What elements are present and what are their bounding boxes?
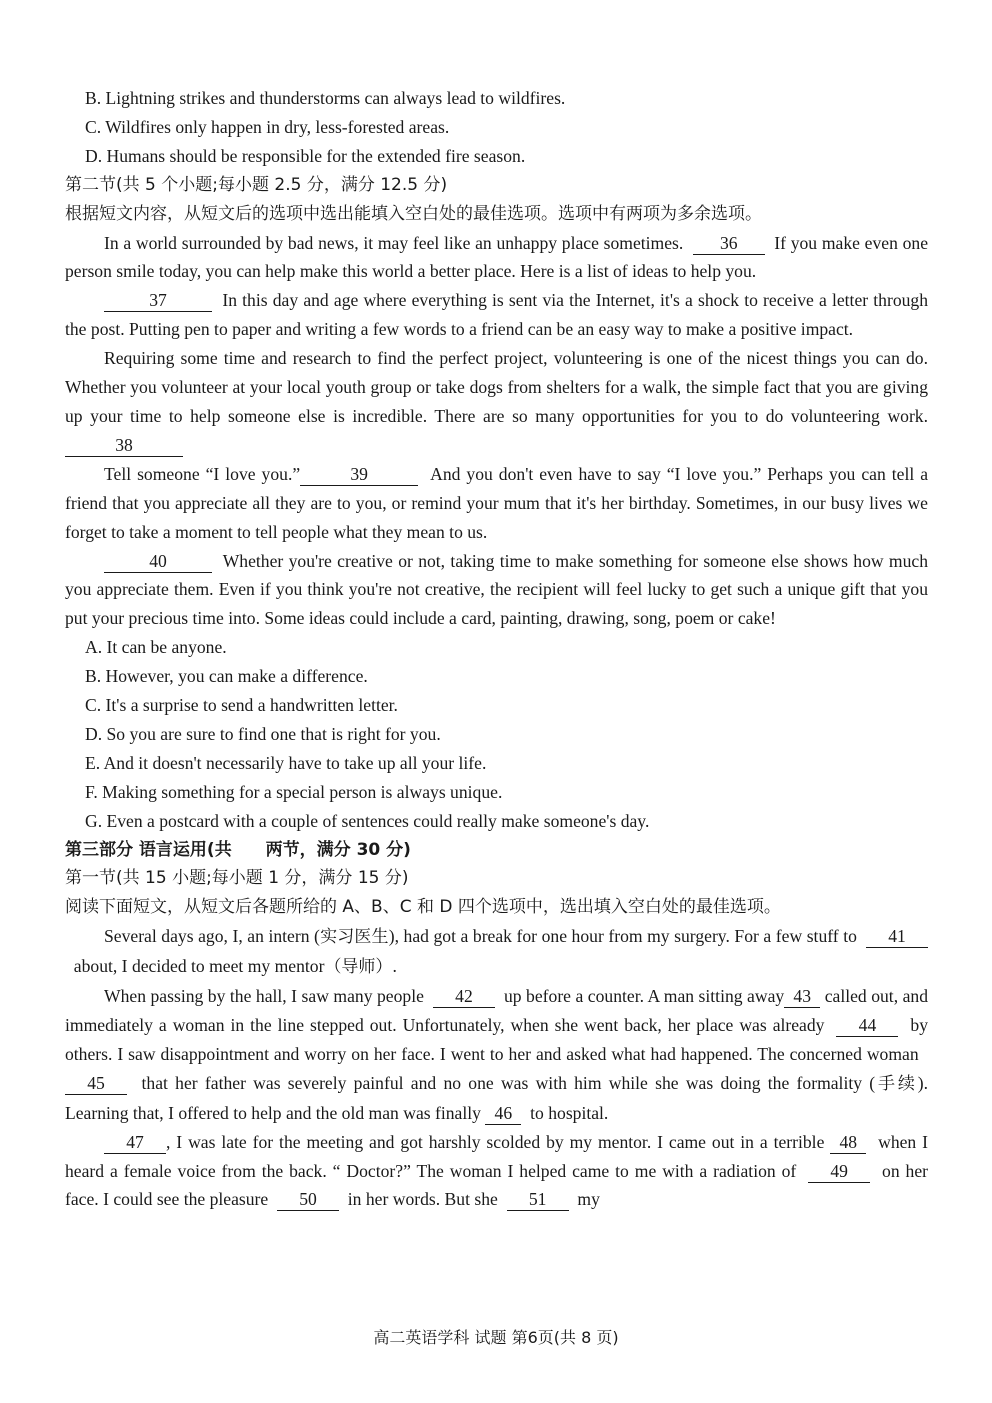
option-b: B. However, you can make a difference. xyxy=(85,666,368,687)
text: In a world surrounded by bad news, it may feel like an unhappy place sometimes. xyxy=(104,232,684,253)
passage-paragraph-1 xyxy=(65,229,928,287)
text: ). Learning that, I offered to help and the old man was finally xyxy=(65,1072,929,1123)
text: called out, and immediately a woman in the line stepped out. Unfortunately, when she went back, her place was already xyxy=(65,986,928,1035)
text: In this day and age where everything is sent via the Internet, it's a shock to receive a letter through the post. Putting pen to paper and writing a few words to a friend can be an easy way to make a positive impact. xyxy=(65,290,929,340)
option-a: A. It can be anyone. xyxy=(85,637,227,658)
text: If you make even one person smile today, you can help make this world a better place. Here is a list of ideas to help you. xyxy=(65,232,929,282)
blank-41: 41 xyxy=(866,925,928,948)
part3-instruction: 阅读下面短文，从短文后各题所给的 A、B、C 和 D 四个选项中，选出填入空白处的最佳选项。 xyxy=(65,897,781,918)
text: , I was late for the meeting and got harshly scolded by my mentor. I came out in a terrible xyxy=(166,1131,825,1152)
blank-39: 39 xyxy=(300,463,418,486)
text: that her father was severely painful and no one was with him while she was doing the formality ( xyxy=(141,1072,876,1093)
text: Whether you're creative or not, taking time to make something for someone else shows how much you appreciate them. Even if you think you're not creative, the recipient will feel lucky to get such a unique gift that you put your precious time into. Some ideas could include a card, painting, drawing, song, poem or cake! xyxy=(65,550,928,629)
blank-37: 37 xyxy=(104,289,212,312)
blank-38: 38 xyxy=(65,434,183,457)
page-footer: 高二英语学科 试题 第6页(共 8 页) xyxy=(373,1328,619,1347)
blank-49: 49 xyxy=(808,1160,870,1183)
blank-40: 40 xyxy=(104,550,212,573)
text: up before a counter. A man sitting away xyxy=(503,986,785,1007)
text: Requiring some time and research to find the perfect project, volunteering is one of the nicest things you can do. Whether you volunteer at your local youth group or take dogs from shelters for a walk, the simple fact that you are giving up your time to help someone else is incredible. There are so many opportunities for you to do volunteering work. xyxy=(65,348,928,426)
text-zh: （导师） xyxy=(324,957,393,978)
text: by others. I saw disappointment and worry on her face. I went to her and asked what had happened. The concerned woman xyxy=(65,1015,928,1064)
text: about, I decided to meet my mentor xyxy=(73,956,325,977)
page-content xyxy=(65,84,928,1214)
passage-paragraph-5 xyxy=(65,547,928,634)
text: in her words. But she xyxy=(347,1189,498,1210)
part3-subheader: 第一节(共 15 小题;每小题 1 分，满分 15 分) xyxy=(65,868,409,889)
cloze-paragraph-3 xyxy=(65,1128,928,1215)
option-f: F. Making something for a special person is always unique. xyxy=(85,781,503,802)
text-zh: 手续 xyxy=(875,1073,918,1094)
option-c-previous: C. Wildfires only happen in dry, less-forested areas. xyxy=(85,116,450,137)
text: When passing by the hall, I saw many people xyxy=(104,986,424,1007)
text: And you don't even have to say “I love you.” Perhaps you can tell a friend that you appreciate all they are to you, or remind your mum that it's her birthday. Sometimes, in our busy lives we forget to take a moment to tell people what they mean to us. xyxy=(65,463,929,542)
blank-44: 44 xyxy=(836,1014,898,1037)
text-zh: 实习医生 xyxy=(319,927,389,948)
text: to hospital. xyxy=(530,1102,609,1123)
passage-paragraph-3 xyxy=(65,344,928,460)
blank-47: 47 xyxy=(104,1131,166,1154)
blank-45: 45 xyxy=(65,1072,127,1095)
text: on her face. I could see the pleasure xyxy=(65,1160,929,1210)
text: when I heard a female voice from the back. “ Doctor?” The woman I helped came to me with a radiation of xyxy=(65,1131,928,1181)
blank-43: 43 xyxy=(784,985,820,1008)
text: . xyxy=(392,956,397,977)
option-g: G. Even a postcard with a couple of sentences could really make someone's day. xyxy=(85,810,650,831)
part3-header: 第三部分 语言运用(共 两节，满分 30 分) xyxy=(65,839,411,860)
cloze-paragraph-2 xyxy=(65,982,928,1128)
blank-42: 42 xyxy=(433,985,495,1008)
option-c: C. It's a surprise to send a handwritten letter. xyxy=(85,695,398,716)
passage-paragraph-2 xyxy=(65,286,928,344)
section2-header: 第二节(共 5 个小题;每小题 2.5 分，满分 12.5 分) xyxy=(65,174,448,195)
cloze-paragraph-1 xyxy=(65,922,928,982)
passage-paragraph-4 xyxy=(65,460,928,547)
option-e: E. And it doesn't necessarily have to take up all your life. xyxy=(85,752,487,773)
section2-instruction: 根据短文内容，从短文后的选项中选出能填入空白处的最佳选项。选项中有两项为多余选项。 xyxy=(65,203,762,224)
option-b-previous: B. Lightning strikes and thunderstorms can always lead to wildfires. xyxy=(85,88,566,108)
text: Tell someone “I love you.” xyxy=(104,463,301,484)
option-d: D. So you are sure to find one that is right for you. xyxy=(85,723,441,744)
blank-50: 50 xyxy=(277,1188,339,1211)
text: Several days ago, I, an intern ( xyxy=(104,926,320,947)
blank-48: 48 xyxy=(830,1131,866,1154)
blank-36: 36 xyxy=(693,232,765,255)
blank-46: 46 xyxy=(485,1102,521,1125)
text: my xyxy=(577,1189,600,1210)
text: ), had got a break for one hour from my surgery. For a few stuff to xyxy=(388,926,857,947)
option-d-previous: D. Humans should be responsible for the extended fire season. xyxy=(85,145,526,166)
blank-51: 51 xyxy=(507,1188,569,1211)
